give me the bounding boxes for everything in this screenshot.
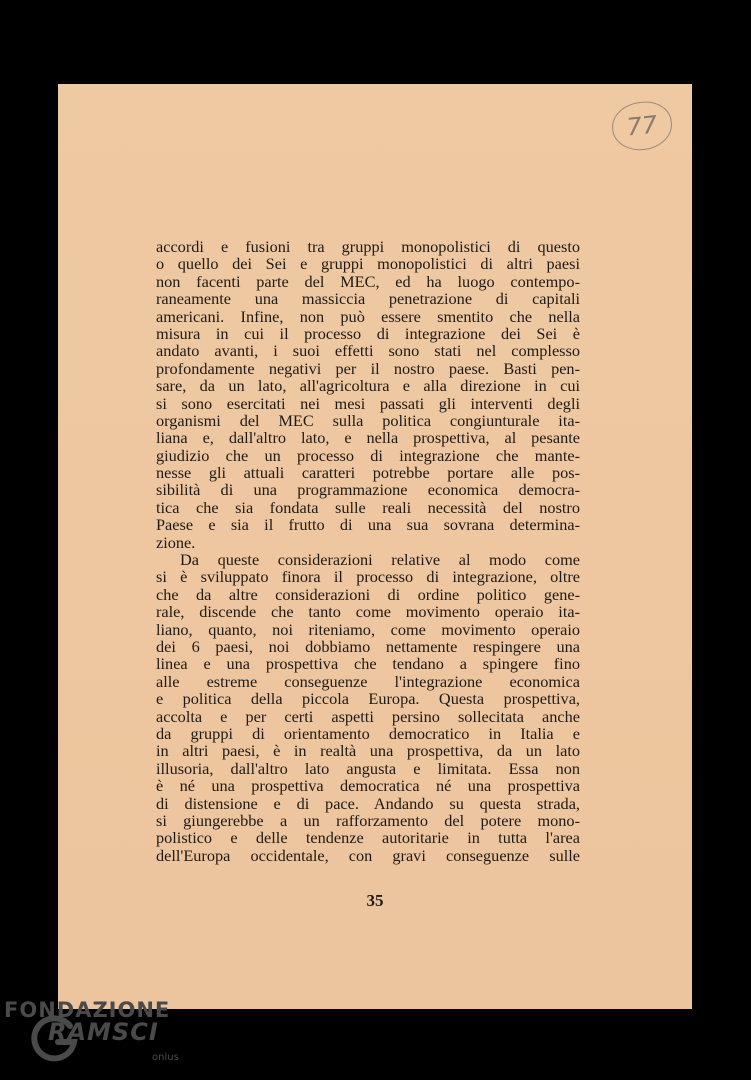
text-line: organismi del MEC sulla politica congiunturale ita- <box>156 410 580 430</box>
text-line: liana e, dall'altro lato, e nella prospettiva, al pesante <box>156 428 580 448</box>
text-line: che da altre considerazioni di ordine politico gene- <box>156 584 580 604</box>
text-line: è né una prospettiva democratica né una prospettiva <box>156 776 580 796</box>
text-line: si giungerebbe a un rafforzamento del potere mono- <box>156 810 580 830</box>
text-line: zione. <box>156 532 196 552</box>
text-line: sare, da un lato, all'agricoltura e alla direzione in cui <box>156 376 580 396</box>
document-page <box>58 84 692 1009</box>
text-line: o quello dei Sei e gruppi monopolistici di altri paesi <box>156 254 580 274</box>
text-line: nesse gli attuali caratteri potrebbe portare alle pos- <box>156 463 580 483</box>
text-line: andato avanti, i suoi effetti sono stati nel complesso <box>156 341 580 361</box>
text-line: alle estreme conseguenze l'integrazione economica <box>156 671 580 691</box>
page-number: 35 <box>366 891 384 910</box>
text-line: non facenti parte del MEC, ed ha luogo contempo- <box>156 271 580 291</box>
text-line: profondamente negativi per il nostro paese. Basti pen- <box>156 358 580 378</box>
text-line: giudizio che un processo di integrazione che mante- <box>156 445 580 465</box>
archive-number-stamp: 77 <box>610 99 675 153</box>
text-line: dell'Europa occidentale, con gravi conseguenze sulle <box>156 845 580 865</box>
text-line: tica che sia fondata sulle reali necessità del nostro <box>156 497 580 517</box>
text-line: in altri paesi, è in realtà una prospettiva, da un lato <box>156 741 580 761</box>
text-line: illusoria, dall'altro lato angusta e limitata. Essa non <box>156 758 580 778</box>
text-line: polistico e delle tendenze autoritarie in tutta l'area <box>156 828 580 848</box>
text-line: si sono esercitati nei mesi passati gli interventi degli <box>156 393 580 413</box>
text-line: accordi e fusioni tra gruppi monopolistici di questo <box>156 237 580 256</box>
text-line: rale, discende che tanto come movimento operaio ita- <box>156 602 580 622</box>
text-line: da gruppi di orientamento democratico in Italia e <box>156 723 580 743</box>
text-line: liano, quanto, noi riteniamo, come movimento operaio <box>156 619 580 639</box>
text-line: Paese e sia il frutto di una sua sovrana determina- <box>156 515 580 535</box>
text-line: dei 6 paesi, noi dobbiamo nettamente respingere una <box>156 636 580 656</box>
logo-text-gramsci: RAMSCI <box>48 1018 159 1046</box>
text-line: linea e una prospettiva che tendano a spingere fino <box>156 654 580 674</box>
text-line: si è sviluppato finora il processo di integrazione, oltre <box>156 567 580 587</box>
fondazione-gramsci-logo <box>4 998 184 1078</box>
text-line: Da queste considerazioni relative al modo come <box>180 550 580 570</box>
logo-text-fondazione: FONDAZIONE <box>4 998 171 1022</box>
text-line: raneamente una massiccia penetrazione di capitali <box>156 289 580 309</box>
text-line: accolta e per certi aspetti persino sollecitata anche <box>156 706 580 726</box>
text-line: misura in cui il processo di integrazione dei Sei è <box>156 323 580 343</box>
text-line: di distensione e di pace. Andando su questa strada, <box>156 793 580 813</box>
text-line: sibilità di una programmazione economica democra- <box>156 480 580 500</box>
text-line: americani. Infine, non può essere smentito che nella <box>156 306 580 326</box>
text-line: e politica della piccola Europa. Questa prospettiva, <box>156 689 580 709</box>
body-text <box>156 238 580 864</box>
logo-text-onlus: onlus <box>152 1052 179 1063</box>
